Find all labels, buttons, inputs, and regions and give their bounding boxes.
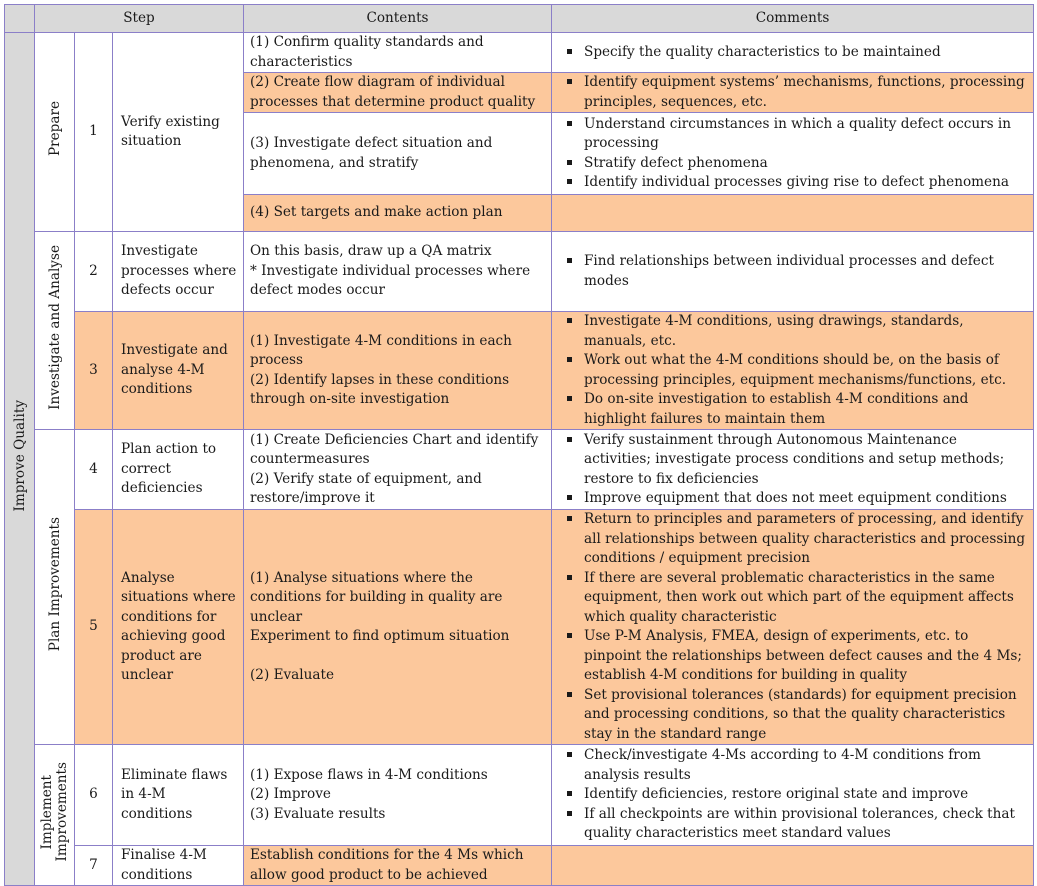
step-content: (4) Set targets and make action plan: [244, 195, 552, 232]
phase-prepare-cell: [35, 33, 75, 232]
phase-investigate-cell: [35, 232, 75, 430]
comment-item: Verify sustainment through Autonomous Maintenance activities; investigate process conditions and setup methods; restore to fix deficiencies: [558, 431, 1027, 490]
comment-item: Understand circumstances in which a quality defect occurs in processing: [558, 115, 1027, 154]
step-comments: [552, 430, 1034, 510]
step-number: 2: [75, 232, 113, 312]
phase-implement: Implement Improvements: [38, 762, 70, 862]
step-content: Establish conditions for the 4 Ms which allow good product to be achieved: [244, 846, 552, 886]
comment-item: Work out what the 4-M conditions should be, on the basis of processing principles, equipment mechanisms/functions, etc.: [558, 351, 1027, 390]
header-step: Step: [35, 5, 244, 33]
step-comments: [552, 312, 1034, 430]
comment-item: Check/investigate 4-Ms according to 4-M conditions from analysis results: [558, 746, 1027, 785]
header-contents: Contents: [244, 5, 552, 33]
step-comments: [552, 113, 1034, 195]
comment-item: Specify the quality characteristics to be maintained: [558, 43, 1027, 63]
step-comments: [552, 510, 1034, 745]
step-content: (3) Investigate defect situation and phenomena, and stratify: [244, 113, 552, 195]
step-name: Investigate and analyse 4-M conditions: [113, 312, 244, 430]
comment-item: Find relationships between individual processes and defect modes: [558, 252, 1027, 291]
step-comments: [552, 232, 1034, 312]
step-name: Plan action to correct deficiencies: [113, 430, 244, 510]
header-row: [5, 5, 1034, 33]
step-content: (1) Create Deficiencies Chart and identify countermeasures (2) Verify state of equipment, and restore/improve it: [244, 430, 552, 510]
step-comments: [552, 33, 1034, 73]
step-content: On this basis, draw up a QA matrix * Investigate individual processes where defect modes occur: [244, 232, 552, 312]
step-name: Eliminate flaws in 4-M conditions: [113, 745, 244, 846]
comment-item: Identify individual processes giving rise to defect phenomena: [558, 173, 1027, 193]
phase-prepare: Prepare: [46, 101, 63, 157]
comment-item: Stratify defect phenomena: [558, 154, 1027, 174]
step-number: 3: [75, 312, 113, 430]
comment-item: If all checkpoints are within provisional tolerances, check that quality characteristics meet standard values: [558, 805, 1027, 844]
comment-item: Set provisional tolerances (standards) for equipment precision and processing conditions, so that the quality characteristics stay in the standard range: [558, 686, 1027, 745]
step-content: (1) Expose flaws in 4-M conditions (2) Improve (3) Evaluate results: [244, 745, 552, 846]
step-name: Verify existing situation: [113, 33, 244, 232]
header-comments: Comments: [552, 5, 1034, 33]
step-name: Analyse situations where conditions for achieving good product are unclear: [113, 510, 244, 745]
step-content: (1) Confirm quality standards and characteristics: [244, 33, 552, 73]
pillar-label-cell: [5, 33, 35, 886]
step-number: 5: [75, 510, 113, 745]
comment-item: Use P-M Analysis, FMEA, design of experiments, etc. to pinpoint the relationships between defect causes and the 4 Ms; establish 4-M conditions for building in quality: [558, 627, 1027, 686]
comment-item: Identify equipment systems’ mechanisms, functions, processing principles, sequences, etc.: [558, 73, 1027, 112]
phase-investigate: Investigate and Analyse: [46, 244, 63, 410]
step-comments: [552, 195, 1034, 232]
step-comments: [552, 846, 1034, 886]
step-content: (1) Analyse situations where the conditions for building in quality are unclear Experiment to find optimum situation (2) Evaluate: [244, 510, 552, 745]
step-number: 7: [75, 846, 113, 886]
table-row: [5, 312, 1034, 430]
phase-implement-cell: [35, 745, 75, 886]
step-content: (1) Investigate 4-M conditions in each process (2) Identify lapses in these conditions through on-site investigation: [244, 312, 552, 430]
table-row: [5, 745, 1034, 846]
comment-item: Investigate 4-M conditions, using drawings, standards, manuals, etc.: [558, 312, 1027, 351]
step-number: 4: [75, 430, 113, 510]
step-name: Investigate processes where defects occur: [113, 232, 244, 312]
step-number: 6: [75, 745, 113, 846]
comment-item: If there are several problematic characteristics in the same equipment, then work out which part of the equipment affects which quality characteristic: [558, 569, 1027, 628]
step-number: 1: [75, 33, 113, 232]
phase-plan: Plan Improvements: [46, 516, 63, 651]
table-row: [5, 510, 1034, 745]
comment-item: Identify deficiencies, restore original state and improve: [558, 785, 1027, 805]
table-row: [5, 846, 1034, 886]
table-row: [5, 33, 1034, 73]
table-row: [5, 430, 1034, 510]
step-name: Finalise 4-M conditions: [113, 846, 244, 886]
step-comments: [552, 73, 1034, 113]
step-comments: [552, 745, 1034, 846]
table-row: [5, 232, 1034, 312]
comment-item: Return to principles and parameters of processing, and identify all relationships between quality characteristics and processing conditions / equipment precision: [558, 510, 1027, 569]
header-blank-cell: [5, 5, 35, 33]
comment-item: Do on-site investigation to establish 4-M conditions and highlight failures to maintain them: [558, 390, 1027, 429]
phase-plan-cell: [35, 430, 75, 745]
comment-item: Improve equipment that does not meet equipment conditions: [558, 489, 1027, 509]
quality-improvement-table: [4, 4, 1034, 886]
pillar-label: Improve Quality: [11, 399, 28, 512]
step-content: (2) Create flow diagram of individual processes that determine product quality: [244, 73, 552, 113]
